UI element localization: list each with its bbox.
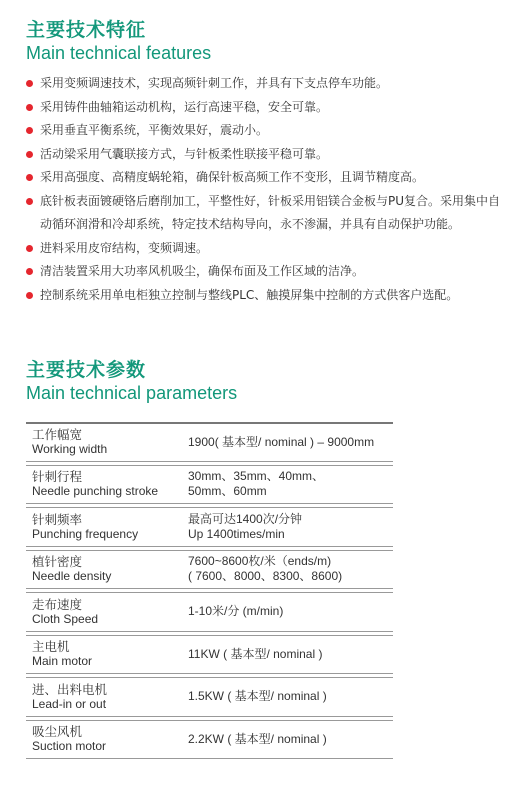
param-value [188,647,393,662]
param-label-en: Punching frequency [32,526,139,541]
feature-item: 底针板表面镀硬铬后磨削加工，平整性好，针板采用铝镁合金板与PU复合。采用集中自动循环润滑和冷却系统，特定技术结构导向，永不渗漏，并具有自动保护功能。 [24,190,510,237]
bullet-icon [26,245,33,252]
table-row [26,507,393,547]
table-row [26,422,393,462]
params-title-en: Main technical parameters [26,383,238,403]
param-label [26,512,188,542]
param-label-en: Cloth Speed [32,611,99,626]
param-value-line: 30mm、35mm、40mm、 [188,469,325,484]
param-value-line: 最高可达1400次/分钟 [188,511,303,526]
bullet-icon [26,104,33,111]
param-label [26,427,188,457]
param-label-cn: 走布速度 [32,596,83,612]
param-label [26,554,188,584]
param-label-en: Main motor [32,654,93,669]
param-label-cn: 进、出料电机 [32,681,108,697]
table-row [26,635,393,675]
param-label [26,639,188,669]
param-label-cn: 植针密度 [32,554,83,570]
table-row [26,677,393,717]
param-value-line: 1900( 基本型/ nominal ) – 9000mm [188,434,375,449]
param-label-cn: 工作幅宽 [32,427,83,443]
param-value [188,469,393,499]
feature-item: 进料采用皮帘结构，变频调速。 [24,237,510,261]
param-value-line: Up 1400times/min [188,526,285,541]
table-row [26,720,393,760]
bullet-icon [26,268,33,275]
param-label-en: Needle punching stroke [32,484,159,499]
param-label-cn: 针刺频率 [32,511,83,527]
param-label [26,724,188,754]
param-label-cn: 主电机 [32,639,70,655]
table-row [26,465,393,505]
param-label-cn: 针刺行程 [32,469,83,485]
feature-item: 采用高强度、高精度蜗轮箱，确保针板高频工作不变形，且调节精度高。 [24,166,510,190]
param-label-en: Suction motor [32,739,107,754]
table-row [26,550,393,590]
param-value-line: 7600~8600枚/米（ends/m) [188,554,332,569]
param-label-en: Lead-in or out [32,696,107,711]
params-title-cn: 主要技术参数 [26,359,147,381]
param-value-line: 1-10米/分 (m/min) [188,604,284,619]
feature-item: 采用铸件曲轴箱运动机构，运行高速平稳，安全可靠。 [24,96,510,120]
param-label-en: Working width [32,442,108,457]
param-label [26,469,188,499]
param-label-cn: 吸尘风机 [32,724,83,740]
feature-item: 活动梁采用气囊联接方式，与针板柔性联接平稳可靠。 [24,143,510,167]
param-value [188,554,393,584]
bullet-icon [26,127,33,134]
param-value-line: 1.5KW ( 基本型/ nominal ) [188,689,327,704]
feature-item: 清洁装置采用大功率风机吸尘，确保布面及工作区域的洁净。 [24,260,510,284]
features-list [24,72,510,307]
feature-item: 控制系统采用单电柜独立控制与整线PLC、触摸屏集中控制的方式供客户选配。 [24,284,510,308]
param-label [26,682,188,712]
param-value-line: 50mm、60mm [188,484,267,499]
param-value [188,689,393,704]
param-value-line: 11KW ( 基本型/ nominal ) [188,646,323,661]
param-value [188,604,393,619]
bullet-icon [26,292,33,299]
param-value [188,732,393,747]
feature-item: 采用垂直平衡系统，平衡效果好，震动小。 [24,119,510,143]
param-value-line: 2.2KW ( 基本型/ nominal ) [188,731,327,746]
bullet-icon [26,174,33,181]
param-label [26,597,188,627]
features-title-en: Main technical features [26,43,212,63]
features-title-cn: 主要技术特征 [26,19,147,41]
params-table [26,422,393,762]
bullet-icon [26,198,33,205]
param-value-line: ( 7600、8000、8300、8600) [188,569,343,584]
bullet-icon [26,80,33,87]
bullet-icon [26,151,33,158]
param-label-en: Needle density [32,569,112,584]
table-row [26,592,393,632]
feature-item: 采用变频调速技术，实现高频针刺工作，并具有下支点停车功能。 [24,72,510,96]
param-value [188,512,393,542]
param-value [188,435,393,450]
